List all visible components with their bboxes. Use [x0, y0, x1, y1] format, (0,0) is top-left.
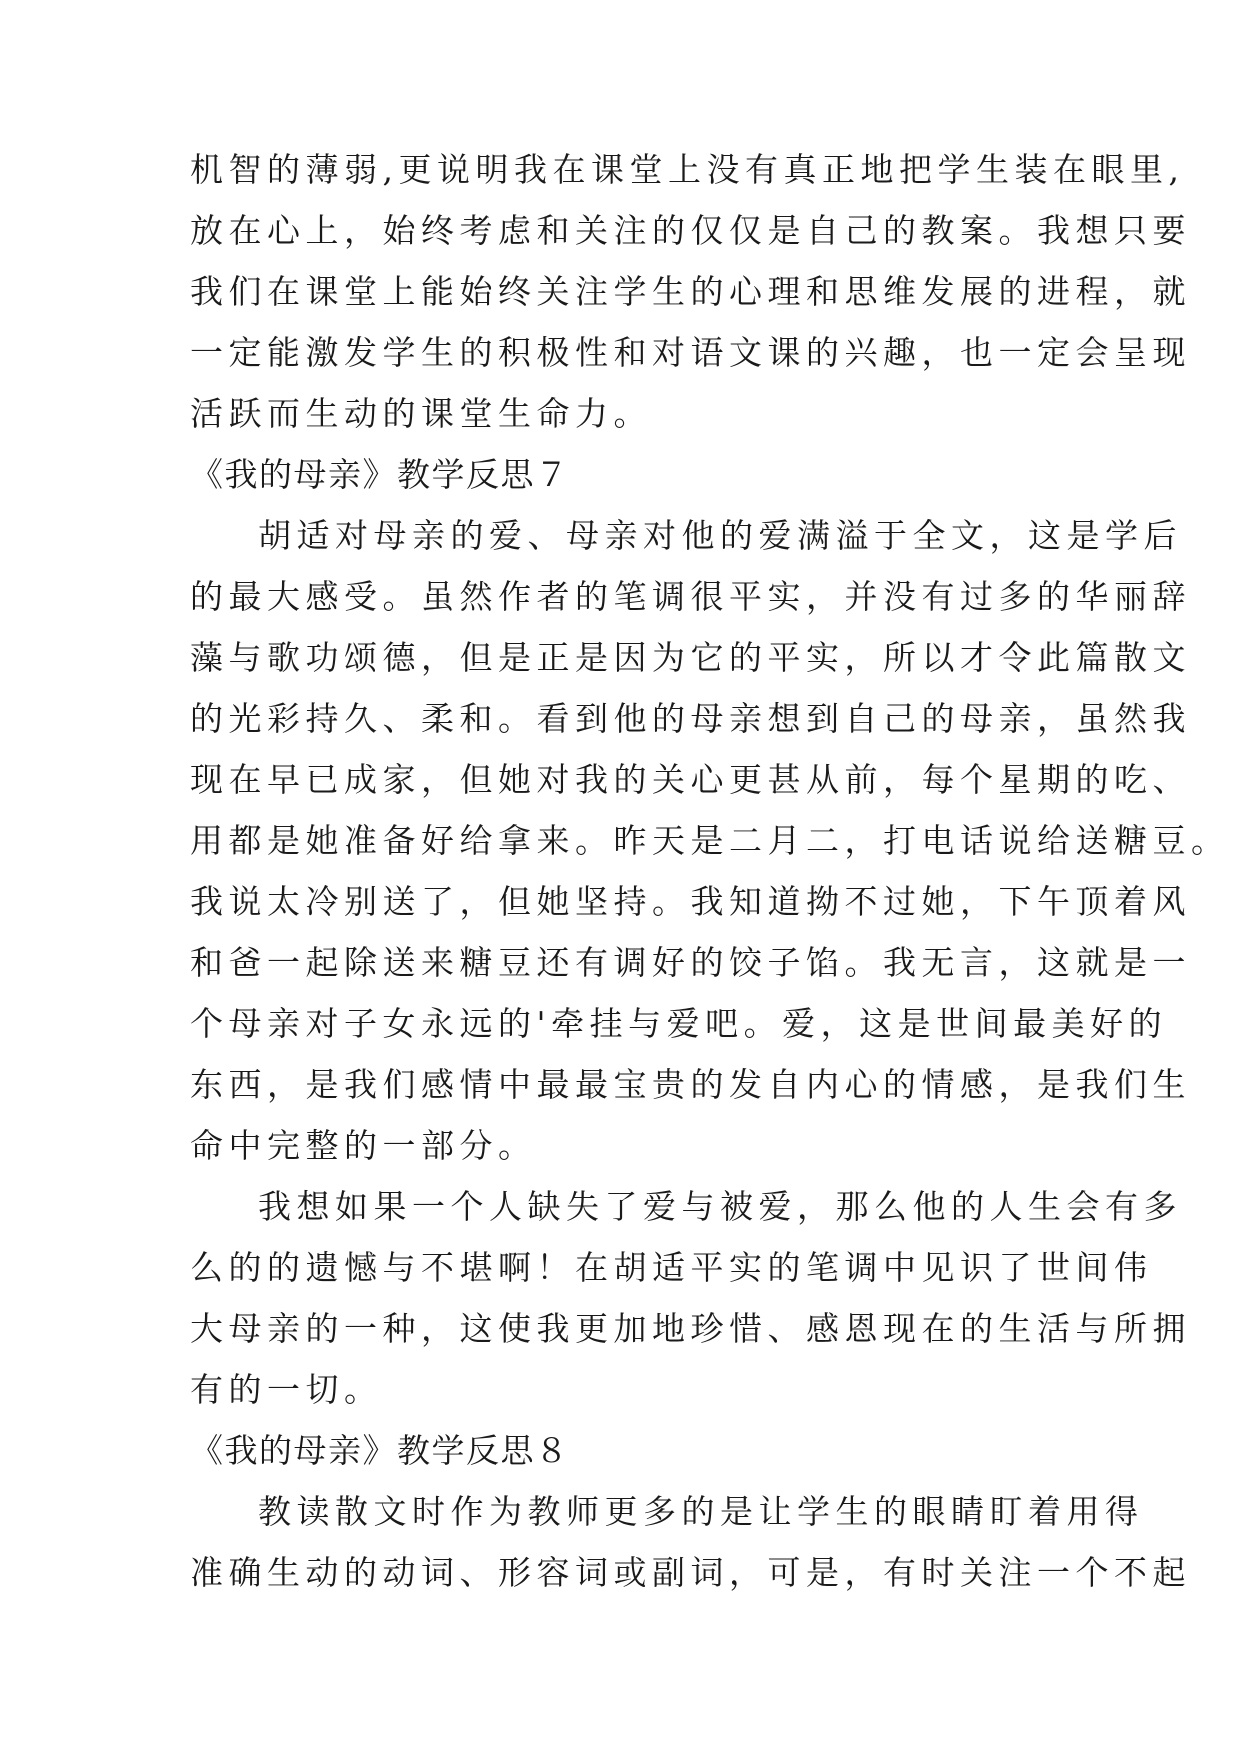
- text-line: 藻与歌功颂德，但是正是因为它的平实，所以才令此篇散文: [190, 638, 1191, 677]
- text-line: 个母亲对子女永远的'牵挂与爱吧。爱，这是世间最美好的: [190, 1004, 1168, 1043]
- text-line: 和爸一起除送来糖豆还有调好的饺子馅。我无言，这就是一: [190, 943, 1191, 982]
- text-line: 的光彩持久、柔和。看到他的母亲想到自己的母亲，虽然我: [190, 699, 1191, 738]
- paragraph-first-line: 胡适对母亲的爱、母亲对他的爱满溢于全文，这是学后: [258, 516, 1182, 555]
- text-line: 大母亲的一种，这使我更加地珍惜、感恩现在的生活与所拥: [190, 1309, 1191, 1348]
- text-line: 我说太冷别送了，但她坚持。我知道拗不过她，下午顶着风: [190, 882, 1191, 921]
- text-line: 放在心上，始终考虑和关注的仅仅是自己的教案。我想只要: [190, 211, 1191, 250]
- paragraph-first-line: 我想如果一个人缺失了爱与被爱，那么他的人生会有多: [258, 1187, 1182, 1226]
- section-heading: 《我的母亲》教学反思８: [190, 1431, 570, 1470]
- text-line: 么的的遗憾与不堪啊！在胡适平实的笔调中见识了世间伟: [190, 1248, 1153, 1287]
- paragraph-first-line: 教读散文时作为教师更多的是让学生的眼睛盯着用得: [258, 1492, 1144, 1531]
- text-line: 机智的薄弱,更说明我在课堂上没有真正地把学生装在眼里,: [190, 150, 1185, 189]
- text-line: 东西，是我们感情中最最宝贵的发自内心的情感，是我们生: [190, 1065, 1191, 1104]
- text-line: 一定能激发学生的积极性和对语文课的兴趣，也一定会呈现: [190, 333, 1191, 372]
- text-line: 有的一切。: [190, 1370, 383, 1409]
- text-line: 活跃而生动的课堂生命力。: [190, 394, 652, 433]
- text-line: 命中完整的一部分。: [190, 1126, 537, 1165]
- text-line: 用都是她准备好给拿来。昨天是二月二，打电话说给送糖豆。: [190, 821, 1230, 860]
- section-heading: 《我的母亲》教学反思７: [190, 455, 570, 494]
- text-line: 准确生动的动词、形容词或副词，可是，有时关注一个不起: [190, 1553, 1191, 1592]
- text-line: 现在早已成家，但她对我的关心更甚从前，每个星期的吃、: [190, 760, 1191, 799]
- text-line: 我们在课堂上能始终关注学生的心理和思维发展的进程，就: [190, 272, 1191, 311]
- text-line: 的最大感受。虽然作者的笔调很平实，并没有过多的华丽辞: [190, 577, 1191, 616]
